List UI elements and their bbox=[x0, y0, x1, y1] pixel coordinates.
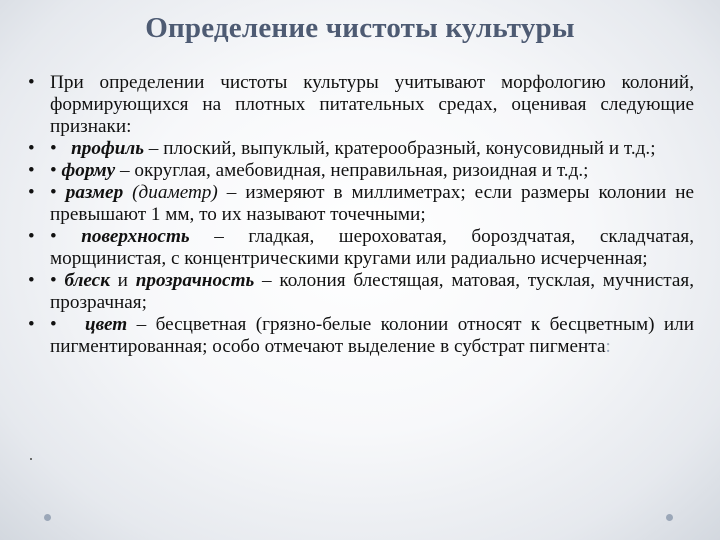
corner-dot-right bbox=[666, 514, 673, 521]
bullet-marker: • bbox=[28, 72, 35, 93]
inner-bullet-marker: • bbox=[50, 270, 57, 291]
term-color: цвет bbox=[84, 314, 128, 335]
term-profile: профиль bbox=[71, 138, 144, 159]
bullet-item-intro bbox=[28, 72, 694, 138]
bullet-marker: • bbox=[28, 314, 35, 335]
corner-dot-left bbox=[44, 514, 51, 521]
inner-bullet-marker: • bbox=[50, 182, 57, 203]
term-joiner: и bbox=[109, 270, 136, 291]
trailing-colon: : bbox=[605, 336, 611, 357]
bullet-text: При определении чистоты культуры учитывают морфологию колоний, формирующихся на плотных питательных средах, оценивая следующие признаки: bbox=[50, 72, 694, 137]
bullet-item-surface bbox=[28, 226, 694, 270]
inner-bullet-marker: • bbox=[50, 138, 57, 159]
bullet-marker: • bbox=[28, 160, 35, 181]
bullet-item-color bbox=[28, 314, 694, 358]
bullet-text: – округлая, амебовидная, неправильная, ризоидная и т.д.; bbox=[115, 160, 589, 181]
bullet-list bbox=[28, 72, 694, 358]
bullet-marker: • bbox=[28, 226, 35, 247]
bullet-text: – бесцветная (грязно-белые колонии относят к бесцветным) или пигментированная; особо отмечают выделение в субстрат пигмента bbox=[50, 314, 695, 357]
bullet-text: – гладкая, шероховатая, бороздчатая, складчатая, морщинистая, с концентрическими кругами или радиально исчерченная; bbox=[50, 226, 695, 269]
inner-bullet-marker: • bbox=[50, 314, 57, 335]
inner-bullet-marker: • bbox=[50, 226, 57, 247]
bullet-marker: • bbox=[28, 270, 35, 291]
bullet-text: – измеряют в миллиметрах; если размеры колонии не превышают 1 мм, то их называют точечными; bbox=[50, 182, 694, 225]
term-size-note: (диаметр) bbox=[123, 182, 218, 203]
bullet-item-gloss bbox=[28, 270, 694, 314]
bullet-marker: • bbox=[28, 138, 35, 159]
inner-bullet-marker: • bbox=[50, 160, 57, 181]
bullet-item-profile bbox=[28, 138, 694, 160]
slide-title: Определение чистоты культуры bbox=[145, 12, 575, 44]
term-size: размер bbox=[65, 182, 124, 203]
bullet-item-form bbox=[28, 160, 694, 182]
slide-content bbox=[28, 72, 694, 358]
term-surface: поверхность bbox=[81, 226, 190, 247]
bullet-text: – плоский, выпуклый, кратерообразный, конусовидный и т.д.; bbox=[144, 138, 656, 159]
term-transparency: прозрачность bbox=[135, 270, 255, 291]
term-form: форму bbox=[61, 160, 116, 181]
term-gloss: блеск bbox=[64, 270, 110, 291]
bullet-marker: • bbox=[28, 182, 35, 203]
bullet-text: – колония блестящая, матовая, тусклая, мучнистая, прозрачная; bbox=[50, 270, 694, 313]
stray-dot bbox=[30, 458, 32, 460]
bullet-item-size bbox=[28, 182, 694, 226]
